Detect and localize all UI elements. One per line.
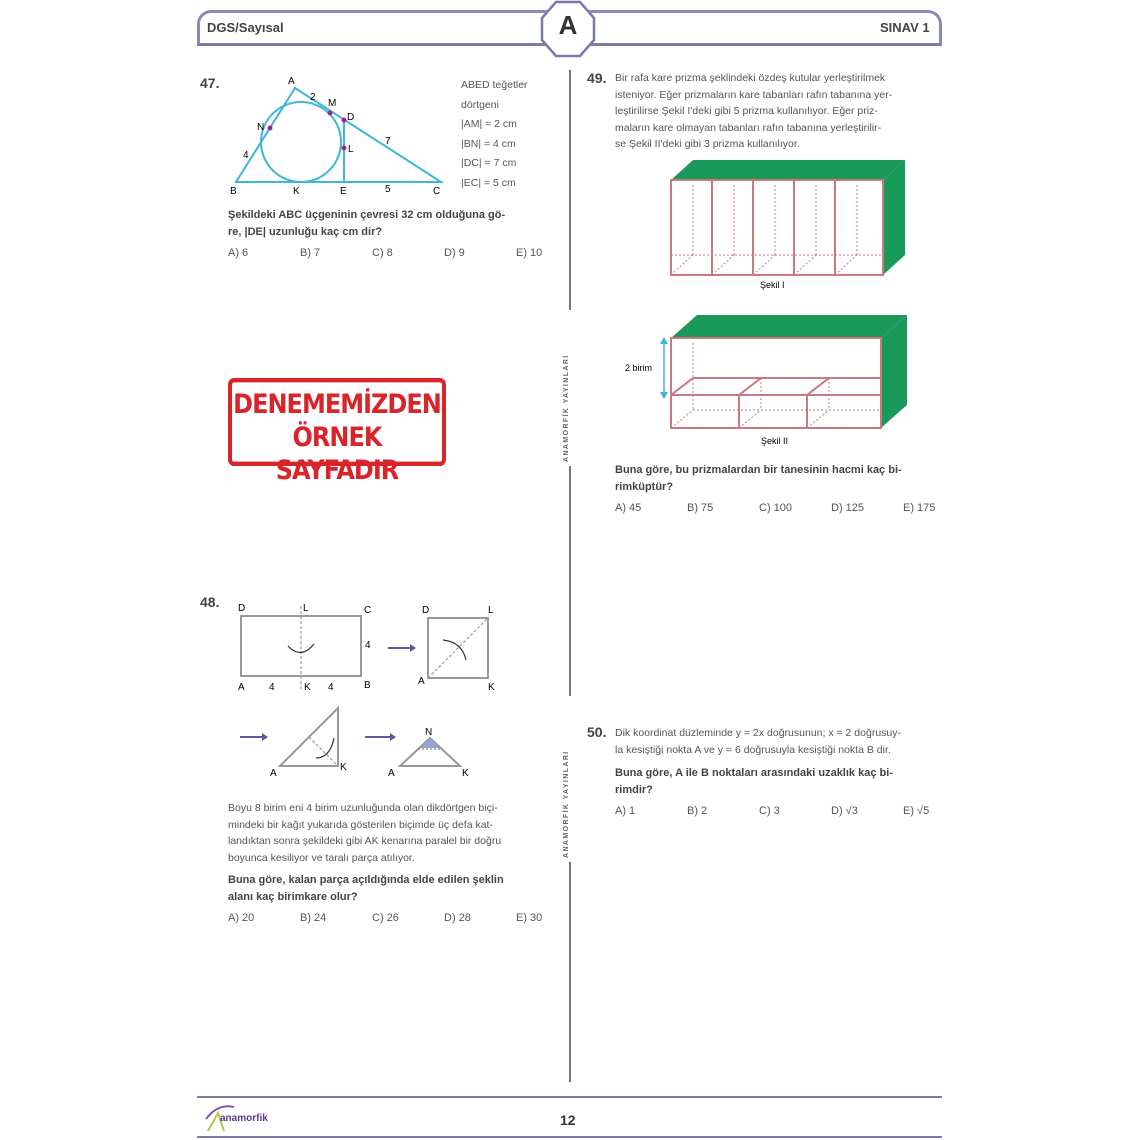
given-item: |EC| = 5 cm [461, 176, 516, 189]
given-item: |DC| = 7 cm [461, 157, 517, 169]
question-line: Şekildeki ABC üçgeninin çevresi 32 cm olduğuna gö- [228, 209, 506, 221]
subject-label: DGS/Sayısal [207, 20, 284, 35]
stamp-line-1: DENEMEMİZDEN [233, 389, 441, 420]
q50-options [615, 805, 975, 817]
question-line: Buna göre, bu prizmalardan bir tanesinin hacmi kaç bi- [615, 464, 902, 476]
label-e: E [340, 186, 347, 197]
figure-2-caption: Şekil II [761, 436, 789, 446]
q49-text [615, 70, 945, 153]
question-number: 47. [200, 75, 220, 91]
text-line: se Şekil II'deki gibi 3 prizma kullanılıyor. [615, 138, 800, 150]
label-l: L [348, 144, 354, 155]
text-line: landıktan sonra şekildeki gibi AK kenarına paralel bir doğru [228, 835, 502, 847]
given-item: |BN| = 4 cm [461, 137, 516, 150]
given-item: ABED teğetler dörtgeni [461, 79, 528, 111]
label-k: K [462, 768, 469, 779]
given-item: |AM| = 2 cm [461, 118, 517, 130]
option-b[interactable]: B) 24 [300, 912, 327, 924]
option-a[interactable]: A) 45 [615, 502, 642, 514]
label-kb-length: 4 [328, 682, 334, 693]
stamp-line-2: ÖRNEK SAYFADIR [275, 422, 399, 486]
q47-given-list [461, 76, 557, 193]
label-l: L [488, 605, 494, 616]
option-e[interactable]: E) 30 [516, 912, 543, 924]
q49-question [615, 462, 950, 495]
option-b[interactable]: B) 7 [300, 247, 321, 259]
question-line: re, |DE| uzunluğu kaç cm dir? [228, 225, 383, 238]
option-c[interactable]: C) 3 [759, 805, 780, 817]
label-bn-length: 4 [243, 150, 249, 161]
page-number: 12 [560, 1112, 576, 1128]
text-line: la kesiştiği nokta A ve y = 6 doğrusuyla kesiştiği nokta B dir. [615, 743, 891, 756]
q50-text [615, 725, 950, 758]
dimension-label: 2 birim [625, 363, 653, 373]
point-n [268, 126, 273, 131]
q48-folding-figure [230, 598, 520, 783]
option-d[interactable]: D) 125 [831, 502, 865, 514]
label-l: L [303, 603, 309, 614]
q47-triangle-figure [225, 72, 455, 197]
column-divider [569, 466, 571, 696]
question-line: Buna göre, A ile B noktaları arasındaki uzaklık kaç bi- [615, 767, 893, 779]
question-line: rimdir? [615, 783, 653, 796]
label-am-length: 2 [310, 92, 316, 103]
text-line: isteniyor. Eğer prizmaların kare tabanları rafın tabanına yer- [615, 88, 893, 101]
label-a: A [238, 682, 245, 693]
q49-options [615, 502, 975, 514]
column-divider [569, 70, 571, 310]
q49-figure-2 [615, 310, 915, 455]
publisher-side-text-upper: ANAMORFİK YAYINLARI [563, 354, 570, 462]
q47-options [228, 247, 588, 259]
label-b: B [364, 680, 371, 691]
label-c: C [364, 605, 372, 616]
publisher-side-text-lower: ANAMORFİK YAYINLARI [563, 750, 570, 858]
text-line: maların kare olmayan tabanları rafın tabanına yerleştirilir- [615, 121, 882, 134]
label-d: D [347, 112, 355, 123]
label-b: B [230, 186, 237, 197]
point-d [342, 118, 347, 123]
text-line: mindeki bir kağıt yukarıda gösterilen biçimde üç defa kat- [228, 818, 493, 831]
label-d: D [422, 605, 430, 616]
option-e[interactable]: E) 175 [903, 502, 936, 514]
option-a[interactable]: A) 1 [615, 805, 636, 817]
prism-top-face [671, 315, 907, 338]
label-a: A [270, 768, 277, 779]
option-c[interactable]: C) 8 [372, 247, 393, 259]
label-ec-length: 5 [385, 184, 391, 195]
label-k: K [488, 682, 495, 693]
q50-question [615, 765, 950, 798]
footer-top-rule [197, 1096, 942, 1098]
label-a: A [418, 676, 425, 687]
label-dc-length: 7 [385, 136, 391, 147]
text-line: boyunca kesiliyor ve taralı parça atılıyor. [228, 851, 415, 864]
footer-bottom-rule [197, 1136, 942, 1138]
prism-top-face [671, 160, 905, 180]
question-number: 50. [587, 724, 607, 740]
label-k: K [340, 762, 347, 773]
booklet-letter: A [558, 10, 578, 40]
option-d[interactable]: D) 9 [444, 247, 465, 259]
option-e[interactable]: E) √5 [903, 805, 930, 817]
point-l [342, 146, 347, 151]
option-c[interactable]: C) 26 [372, 912, 399, 924]
label-k: K [304, 682, 311, 693]
question-number: 48. [200, 594, 220, 610]
option-d[interactable]: D) 28 [444, 912, 471, 924]
triangle-abc [236, 88, 441, 182]
option-b[interactable]: B) 75 [687, 502, 714, 514]
logo-text: anamorfik [220, 1113, 268, 1124]
label-a: A [288, 76, 295, 87]
text-line: Bir rafa kare prizma şeklindeki özdeş kutular yerleştirilmek [615, 72, 886, 84]
label-n: N [257, 122, 265, 133]
option-a[interactable]: A) 6 [228, 247, 249, 259]
diagonal-fold-line [428, 618, 488, 678]
label-n: N [425, 727, 433, 738]
q48-question [228, 872, 563, 905]
prism-front-face [671, 338, 881, 428]
text-line: Dik koordinat düzleminde y = 2x doğrusunun; x = 2 doğrusuy- [615, 727, 901, 739]
publisher-logo [200, 1101, 268, 1135]
label-ak-length: 4 [269, 682, 275, 693]
q48-options [228, 912, 588, 924]
q48-text [228, 800, 563, 866]
label-a: A [388, 768, 395, 779]
figure-1-caption: Şekil I [760, 280, 785, 290]
option-d[interactable]: D) √3 [831, 805, 858, 817]
column-divider [569, 862, 571, 1082]
question-line: Buna göre, kalan parça açıldığında elde edilen şeklin [228, 874, 504, 886]
label-c: C [433, 186, 441, 197]
prism-side-face [883, 160, 905, 275]
question-line: rimküptür? [615, 480, 674, 493]
label-k: K [293, 186, 300, 197]
sample-page-stamp [228, 378, 446, 486]
label-d: D [238, 603, 246, 614]
question-line: alanı kaç birimkare olur? [228, 890, 358, 903]
point-m [328, 111, 333, 116]
option-a[interactable]: A) 20 [228, 912, 255, 924]
label-height: 4 [365, 640, 371, 651]
fold-arrow-icon [443, 640, 466, 660]
label-m: M [328, 98, 337, 109]
shaded-cut-piece [420, 738, 440, 748]
q49-figure-1 [665, 155, 915, 295]
text-line: leştirilirse Şekil I'deki gibi 5 prizma kullanılıyor. Eğer priz- [615, 105, 878, 117]
option-c[interactable]: C) 100 [759, 502, 793, 514]
text-line: Boyu 8 birim eni 4 birim uzunluğunda olan dikdörtgen biçi- [228, 802, 498, 814]
option-e[interactable]: E) 10 [516, 247, 543, 259]
exam-label: SINAV 1 [880, 20, 930, 35]
question-number: 49. [587, 70, 607, 86]
q47-question [228, 207, 563, 240]
fold-arrow-icon [316, 738, 334, 758]
option-b[interactable]: B) 2 [687, 805, 708, 817]
